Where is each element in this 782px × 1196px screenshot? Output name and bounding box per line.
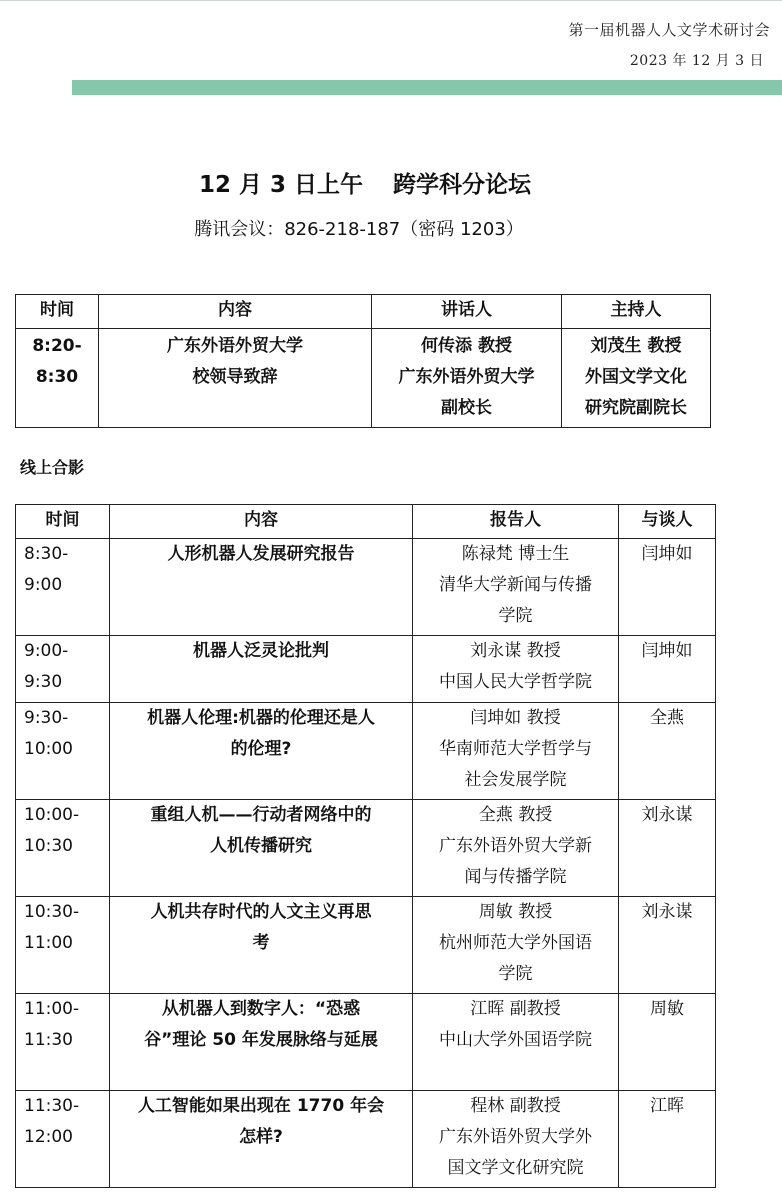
header-content: 内容 xyxy=(99,295,372,329)
time-cell: 8:30- 9:00 xyxy=(16,539,110,636)
topic-cell: 机器人伦理:机器的伦理还是人 的伦理? xyxy=(110,703,413,800)
header-discussant: 与谈人 xyxy=(619,505,716,539)
time-cell: 9:00- 9:30 xyxy=(16,636,110,703)
speaker-cell: 陈禄梵 博士生 清华大学新闻与传播 学院 xyxy=(413,539,619,636)
topic-cell: 从机器人到数字人：“恐惑 谷”理论 50 年发展脉络与延展 xyxy=(110,994,413,1091)
table-row xyxy=(16,897,716,994)
title-session: 12 月 3 日上午 xyxy=(198,172,364,198)
speaker-cell: 何传添 教授 广东外语外贸大学 副校长 xyxy=(372,329,562,428)
time-cell: 11:00- 11:30 xyxy=(16,994,110,1091)
discussant-cell: 全燕 xyxy=(619,703,716,800)
time-cell: 9:30- 10:00 xyxy=(16,703,110,800)
header-host: 主持人 xyxy=(562,295,711,329)
discussant-cell: 闫坤如 xyxy=(619,539,716,636)
topic-cell: 重组人机——行动者网络中的 人机传播研究 xyxy=(110,800,413,897)
conference-date: 2023 年 12 月 3 日 xyxy=(629,53,764,69)
host-cell: 刘茂生 教授 外国文学文化 研究院副院长 xyxy=(562,329,711,428)
topic-cell: 人形机器人发展研究报告 xyxy=(110,539,413,636)
header-content: 内容 xyxy=(110,505,413,539)
schedule-table xyxy=(15,504,716,1188)
header-time: 时间 xyxy=(16,505,110,539)
conference-name: 第一届机器人人文学术研讨会 xyxy=(568,21,770,39)
table-header-row xyxy=(16,505,716,539)
header-accent-bar xyxy=(72,80,782,95)
table-row xyxy=(16,703,716,800)
table-row xyxy=(16,329,711,428)
table-row xyxy=(16,994,716,1091)
discussant-cell: 刘永谋 xyxy=(619,897,716,994)
table-row xyxy=(16,1091,716,1188)
table-row xyxy=(16,800,716,897)
speaker-cell: 江晖 副教授 中山大学外国语学院 xyxy=(413,994,619,1091)
table-row xyxy=(16,539,716,636)
speaker-cell: 程林 副教授 广东外语外贸大学外 国文学文化研究院 xyxy=(413,1091,619,1188)
time-cell: 11:30- 12:00 xyxy=(16,1091,110,1188)
header-time: 时间 xyxy=(16,295,99,329)
time-cell: 10:30- 11:00 xyxy=(16,897,110,994)
speaker-cell: 刘永谋 教授 中国人民大学哲学院 xyxy=(413,636,619,703)
section-label: 线上合影 xyxy=(20,458,85,477)
speaker-cell: 周敏 教授 杭州师范大学外国语 学院 xyxy=(413,897,619,994)
top-border-line xyxy=(0,0,782,1)
discussant-cell: 刘永谋 xyxy=(619,800,716,897)
discussant-cell: 闫坤如 xyxy=(619,636,716,703)
header-speaker: 讲话人 xyxy=(372,295,562,329)
time-cell: 8:20- 8:30 xyxy=(16,329,99,428)
meeting-info: 腾讯会议：826-218-187（密码 1203） xyxy=(194,219,524,240)
topic-cell: 人工智能如果出现在 1770 年会 怎样? xyxy=(110,1091,413,1188)
table-row xyxy=(16,636,716,703)
table-header-row xyxy=(16,295,711,329)
topic-cell: 人机共存时代的人文主义再思 考 xyxy=(110,897,413,994)
discussant-cell: 江晖 xyxy=(619,1091,716,1188)
speaker-cell: 全燕 教授 广东外语外贸大学新 闻与传播学院 xyxy=(413,800,619,897)
time-cell: 10:00- 10:30 xyxy=(16,800,110,897)
header-reporter: 报告人 xyxy=(413,505,619,539)
content-cell: 广东外语外贸大学 校领导致辞 xyxy=(99,329,372,428)
title-forum: 跨学科分论坛 xyxy=(393,172,532,198)
opening-table xyxy=(15,294,711,428)
speaker-cell: 闫坤如 教授 华南师范大学哲学与 社会发展学院 xyxy=(413,703,619,800)
topic-cell: 机器人泛灵论批判 xyxy=(110,636,413,703)
discussant-cell: 周敏 xyxy=(619,994,716,1091)
page-title xyxy=(0,166,730,199)
